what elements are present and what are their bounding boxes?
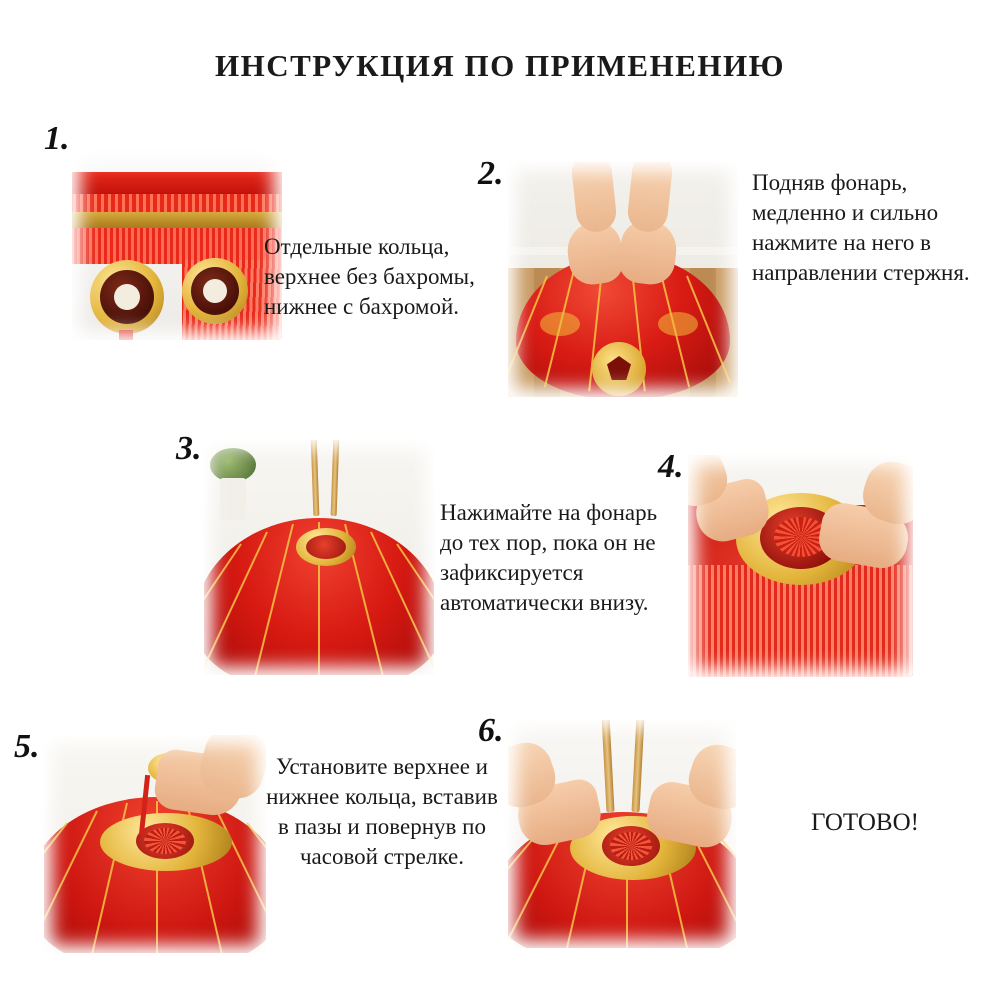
step-number-5: 5. bbox=[14, 728, 40, 765]
photo-step-6-done bbox=[508, 720, 736, 948]
step-number-4: 4. bbox=[658, 448, 684, 485]
caption-step-5: Установите верхнее и нижнее кольца, вставив в пазы и повернув по часовой стрелке. bbox=[266, 754, 498, 869]
page-title: ИНСТРУКЦИЯ ПО ПРИМЕНЕНИЮ bbox=[214, 48, 786, 83]
photo-step-3-press-until-locked bbox=[204, 440, 434, 675]
caption-step-3: Нажимайте на фонарь до тех пор, пока он не зафиксируется автоматически внизу. bbox=[440, 500, 658, 615]
photo-step-5-install-rings bbox=[44, 735, 266, 953]
photo-step-4-hands-on-ring bbox=[688, 455, 913, 677]
step-number-6: 6. bbox=[478, 712, 504, 749]
step-number-2: 2. bbox=[478, 155, 504, 192]
step-number-3: 3. bbox=[176, 430, 202, 467]
caption-step-6: ГОТОВО! bbox=[811, 809, 919, 836]
photo-step-2-press-lantern bbox=[508, 162, 738, 397]
photo-step-1-rings bbox=[72, 150, 282, 340]
step-number-1: 1. bbox=[44, 120, 70, 157]
caption-step-1: Отдельные кольца, верхнее без бахромы, нижнее с бахромой. bbox=[264, 234, 475, 319]
caption-step-2: Подняв фонарь, медленно и сильно нажмите на него в направлении стержня. bbox=[752, 170, 970, 285]
